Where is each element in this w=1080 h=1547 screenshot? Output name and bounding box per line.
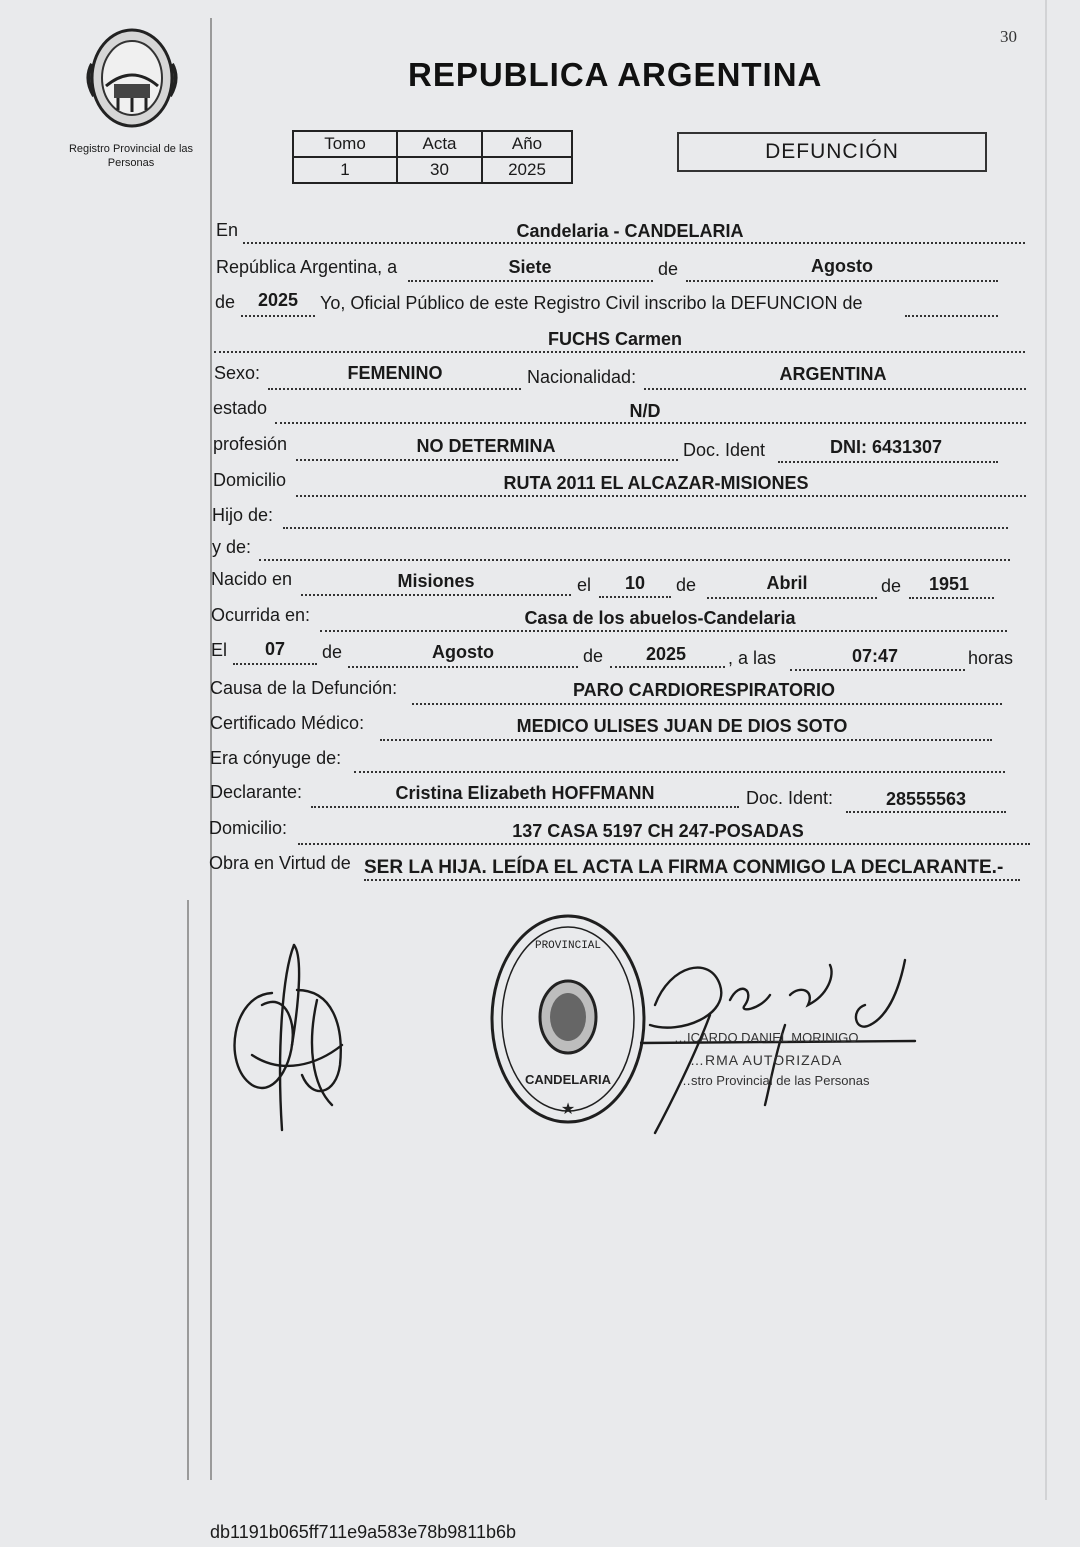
year-line [241, 315, 315, 317]
act-type-box: DEFUNCIÓN [677, 132, 987, 172]
sexo-line [268, 388, 521, 390]
month-text: Agosto [811, 256, 873, 276]
death-year-line [610, 666, 725, 668]
doc-ident2-value: 28555563 [885, 789, 967, 809]
estado-label: estado [213, 398, 268, 418]
ocurrida-value: Casa de los abuelos-Candelaria [524, 608, 796, 628]
year-value: 2025 [257, 290, 299, 310]
profesion-value: NO DETERMINA [416, 436, 556, 456]
acta-value: 30 [397, 157, 482, 183]
republica-label: República Argentina, a [216, 257, 398, 277]
certificado-value: MEDICO ULISES JUAN DE DIOS SOTO [516, 716, 848, 736]
estado-line [275, 422, 1026, 424]
death-time-line [790, 669, 965, 671]
birth-year-line [909, 597, 994, 599]
declarant-signature [222, 935, 362, 1145]
page-edge [1045, 0, 1047, 1500]
sexo-value: FEMENINO [347, 363, 443, 383]
svg-text:CANDELARIA: CANDELARIA [525, 1072, 611, 1087]
official-line [905, 315, 998, 317]
doc-ident-line [778, 461, 998, 463]
margin-rule-lower [187, 900, 189, 1480]
official-text: Yo, Oficial Público de este Registro Civil inscribo la DEFUNCION de [320, 293, 863, 313]
deceased-name: FUCHS Carmen [547, 329, 683, 349]
hijo-label: Hijo de: [212, 505, 274, 525]
el-label-2: El [211, 640, 228, 660]
declarante-value: Cristina Elizabeth HOFFMANN [395, 783, 655, 803]
ocurrida-label: Ocurrida en: [211, 605, 311, 625]
registry-seal [488, 912, 648, 1126]
profesion-label: profesión [213, 434, 288, 454]
de-label-4: de [881, 576, 902, 596]
month-line [686, 280, 998, 282]
death-time-value: 07:47 [851, 646, 899, 666]
svg-text:PROVINCIAL: PROVINCIAL [534, 940, 602, 952]
alas-label: , a las [728, 648, 777, 668]
causa-value: PARO CARDIORESPIRATORIO [572, 680, 836, 700]
tomo-header: Tomo [293, 131, 397, 157]
svg-text:★: ★ [560, 1101, 576, 1118]
birth-month-line [707, 597, 877, 599]
domicilio2-line [298, 843, 1030, 845]
declarante-line [311, 806, 739, 808]
ocurrida-line [320, 630, 1007, 632]
hijo-line [283, 527, 1008, 529]
doc-ident2-label: Doc. Ident: [746, 788, 834, 808]
death-month-line [348, 666, 578, 668]
document-hash: db1191b065ff711e9a583e78b9811b6b [210, 1522, 516, 1542]
day-text: Siete [508, 257, 552, 277]
domicilio2-label: Domicilio: [209, 818, 288, 838]
certificado-label: Certificado Médico: [210, 713, 365, 733]
birth-year-value: 1951 [928, 574, 970, 594]
official-stamp-role: …RMA AUTORIZADA [690, 1052, 843, 1068]
nacido-line [301, 594, 571, 596]
certificado-line [380, 739, 992, 741]
birth-month-value: Abril [766, 573, 808, 593]
domicilio2-value: 137 CASA 5197 CH 247-POSADAS [512, 821, 804, 841]
nacido-value: Misiones [397, 571, 475, 591]
place-value: Candelaria - CANDELARIA [516, 221, 744, 241]
record-number-table [292, 130, 573, 184]
conyuge-line [354, 771, 1005, 773]
birth-day-value: 10 [624, 573, 646, 593]
death-month-value: Agosto [432, 642, 494, 662]
causa-line [412, 703, 1002, 705]
domicilio-value: RUTA 2011 EL ALCAZAR-MISIONES [503, 473, 809, 493]
doc-ident2-line [846, 811, 1006, 813]
document-title: REPUBLICA ARGENTINA [408, 56, 823, 93]
official-signature [640, 955, 920, 1140]
sexo-label: Sexo: [214, 363, 261, 383]
tomo-value: 1 [293, 157, 397, 183]
misiones-coat-of-arms-logo [84, 24, 180, 132]
doc-ident-value: DNI: 6431307 [829, 437, 943, 457]
nacido-label: Nacido en [211, 569, 293, 589]
doc-ident-label: Doc. Ident [683, 440, 766, 460]
anio-value: 2025 [482, 157, 572, 183]
anio-header: Año [482, 131, 572, 157]
birth-day-line [599, 596, 671, 598]
en-label: En [216, 220, 239, 240]
domicilio-label: Domicilio [213, 470, 287, 490]
nacionalidad-value: ARGENTINA [779, 364, 887, 384]
obra-line [364, 879, 1020, 881]
registry-label: Registro Provincial de las Personas [68, 143, 194, 169]
obra-value: SER LA HIJA. LEÍDA EL ACTA LA FIRMA CONMIGO LA DECLARANTE.- [364, 857, 1004, 878]
de-label-3: de [676, 575, 697, 595]
death-year-value: 2025 [645, 644, 687, 664]
domicilio-line [296, 495, 1026, 497]
death-day-line [233, 663, 317, 665]
page-number: 30 [1000, 27, 1017, 46]
death-day-value: 07 [264, 639, 286, 659]
conyuge-label: Era cónyuge de: [210, 748, 342, 768]
name-line [214, 351, 1025, 353]
horas-label: horas [968, 648, 1014, 668]
declarante-label: Declarante: [210, 782, 303, 802]
obra-label: Obra en Virtud de [209, 853, 351, 873]
en-line [243, 242, 1025, 244]
yde-line [259, 559, 1010, 561]
nacionalidad-label: Nacionalidad: [527, 367, 637, 387]
el-label: el [577, 575, 592, 595]
yde-label: y de: [212, 537, 252, 557]
de-label-6: de [583, 646, 604, 666]
de-label-5: de [322, 642, 343, 662]
causa-label: Causa de la Defunción: [210, 678, 398, 698]
official-stamp-registry: …stro Provincial de las Personas [678, 1073, 870, 1088]
profesion-line [296, 459, 678, 461]
de-label-1: de [658, 259, 679, 279]
nacionalidad-line [644, 388, 1026, 390]
estado-value: N/D [629, 401, 661, 421]
day-line [408, 280, 653, 282]
official-stamp-name: …ICARDO DANIEL MORINIGO [674, 1030, 859, 1045]
de-label-2: de [215, 292, 236, 312]
acta-header: Acta [397, 131, 482, 157]
